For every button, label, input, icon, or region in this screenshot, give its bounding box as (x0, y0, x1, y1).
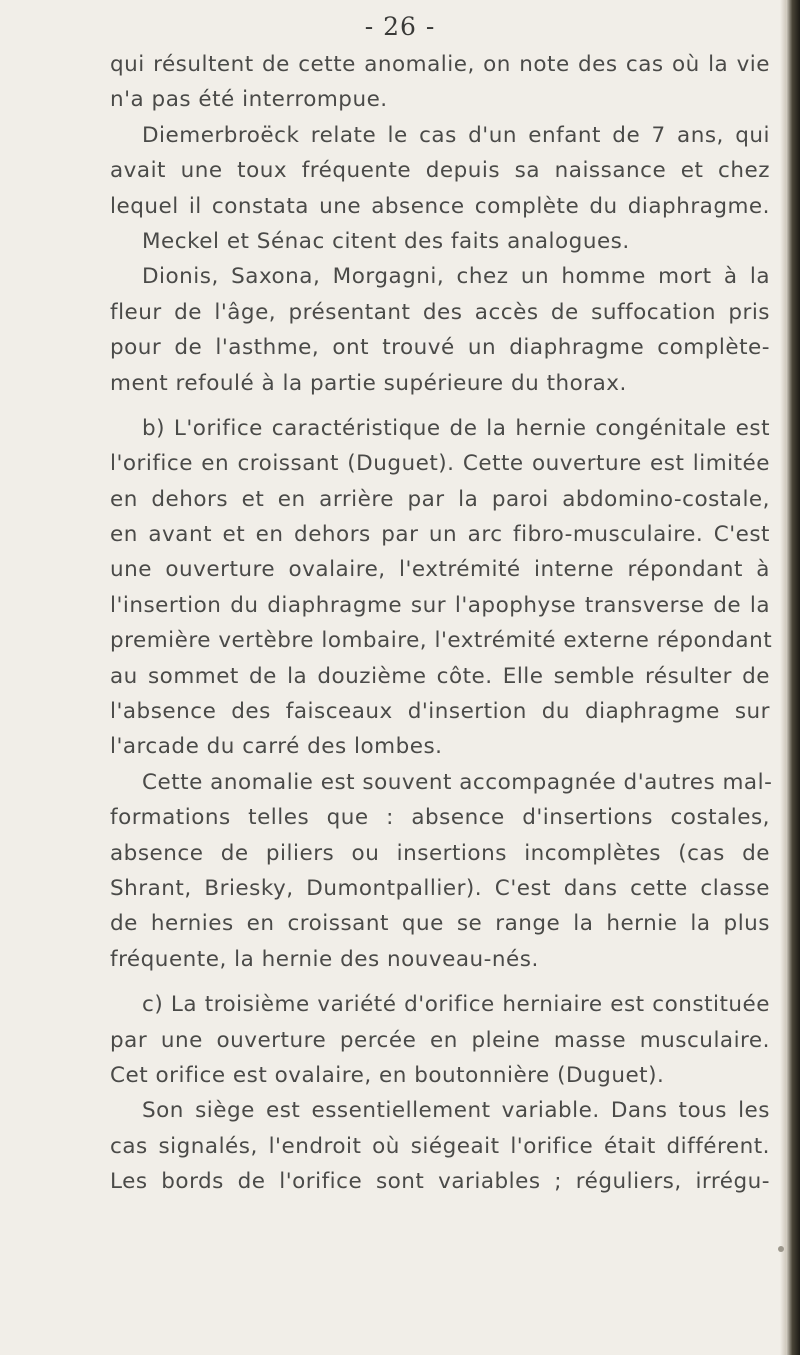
text-line: formations telles que : absence d'insertions costales, (110, 805, 770, 831)
paragraph-b-first-line: b) L'orifice caractéristique de la hernie congénitale est (142, 415, 770, 441)
text-line: l'insertion du diaphragme sur l'apophyse transverse de la (110, 592, 770, 618)
text-line: Dionis, Saxona, Morgagni, chez un homme mort à la (142, 264, 770, 290)
text-line: Cet orifice est ovalaire, en boutonnière (Duguet). (110, 1062, 665, 1088)
text-line: lequel il constata une absence complète du diaphragme. (110, 193, 770, 219)
page-number: - 26 - (364, 12, 436, 41)
body-text (110, 47, 773, 1200)
text-line: en dehors et en arrière par la paroi abdomino-costale, (110, 486, 770, 512)
text-line: absence de piliers ou insertions incomplètes (cas de (110, 840, 770, 866)
text-line: avait une toux fréquente depuis sa naissance et chez (110, 158, 770, 184)
text-line: l'orifice en croissant (Duguet). Cette ouverture est limitée (110, 451, 770, 477)
text-line: de hernies en croissant que se range la hernie la plus (110, 911, 770, 937)
paper-spot (778, 1246, 784, 1252)
book-spine-edge (786, 0, 800, 1355)
paragraph-c-first-line: c) La troisième variété d'orifice herniaire est constituée (142, 992, 770, 1018)
text-line: cas signalés, l'endroit où siégeait l'orifice était différent. (110, 1133, 770, 1159)
text-line: fréquente, la hernie des nouveau-nés. (110, 946, 539, 972)
text-line: fleur de l'âge, présentant des accès de suffocation pris (110, 299, 770, 325)
text-line: Shrant, Briesky, Dumontpallier). C'est dans cette classe (110, 875, 770, 901)
text-line: n'a pas été interrompue. (110, 87, 388, 113)
text-line: Cette anomalie est souvent accompagnée d'autres mal- (142, 769, 773, 795)
text-line: Diemerbroëck relate le cas d'un enfant de 7 ans, qui (142, 122, 770, 148)
text-line: pour de l'asthme, ont trouvé un diaphragme complète- (110, 335, 770, 361)
text-line: ment refoulé à la partie supérieure du thorax. (110, 370, 627, 396)
text-line: qui résultent de cette anomalie, on note des cas où la vie (110, 52, 770, 77)
text-line: Les bords de l'orifice sont variables ; réguliers, irrégu- (110, 1169, 770, 1195)
text-line: en avant et en dehors par un arc fibro-musculaire. C'est (110, 522, 770, 548)
text-line: par une ouverture percée en pleine masse musculaire. (110, 1027, 770, 1053)
text-line: l'arcade du carré des lombes. (110, 734, 443, 760)
text-line: première vertèbre lombaire, l'extrémité externe répondant (110, 628, 773, 654)
text-line: Son siège est essentiellement variable. Dans tous les (142, 1098, 770, 1124)
text-line: une ouverture ovalaire, l'extrémité interne répondant à (110, 557, 770, 583)
text-line: au sommet de la douzième côte. Elle semble résulter de (110, 663, 770, 689)
text-line: l'absence des faisceaux d'insertion du diaphragme sur (110, 699, 770, 725)
text-line: Meckel et Sénac citent des faits analogues. (142, 228, 630, 254)
